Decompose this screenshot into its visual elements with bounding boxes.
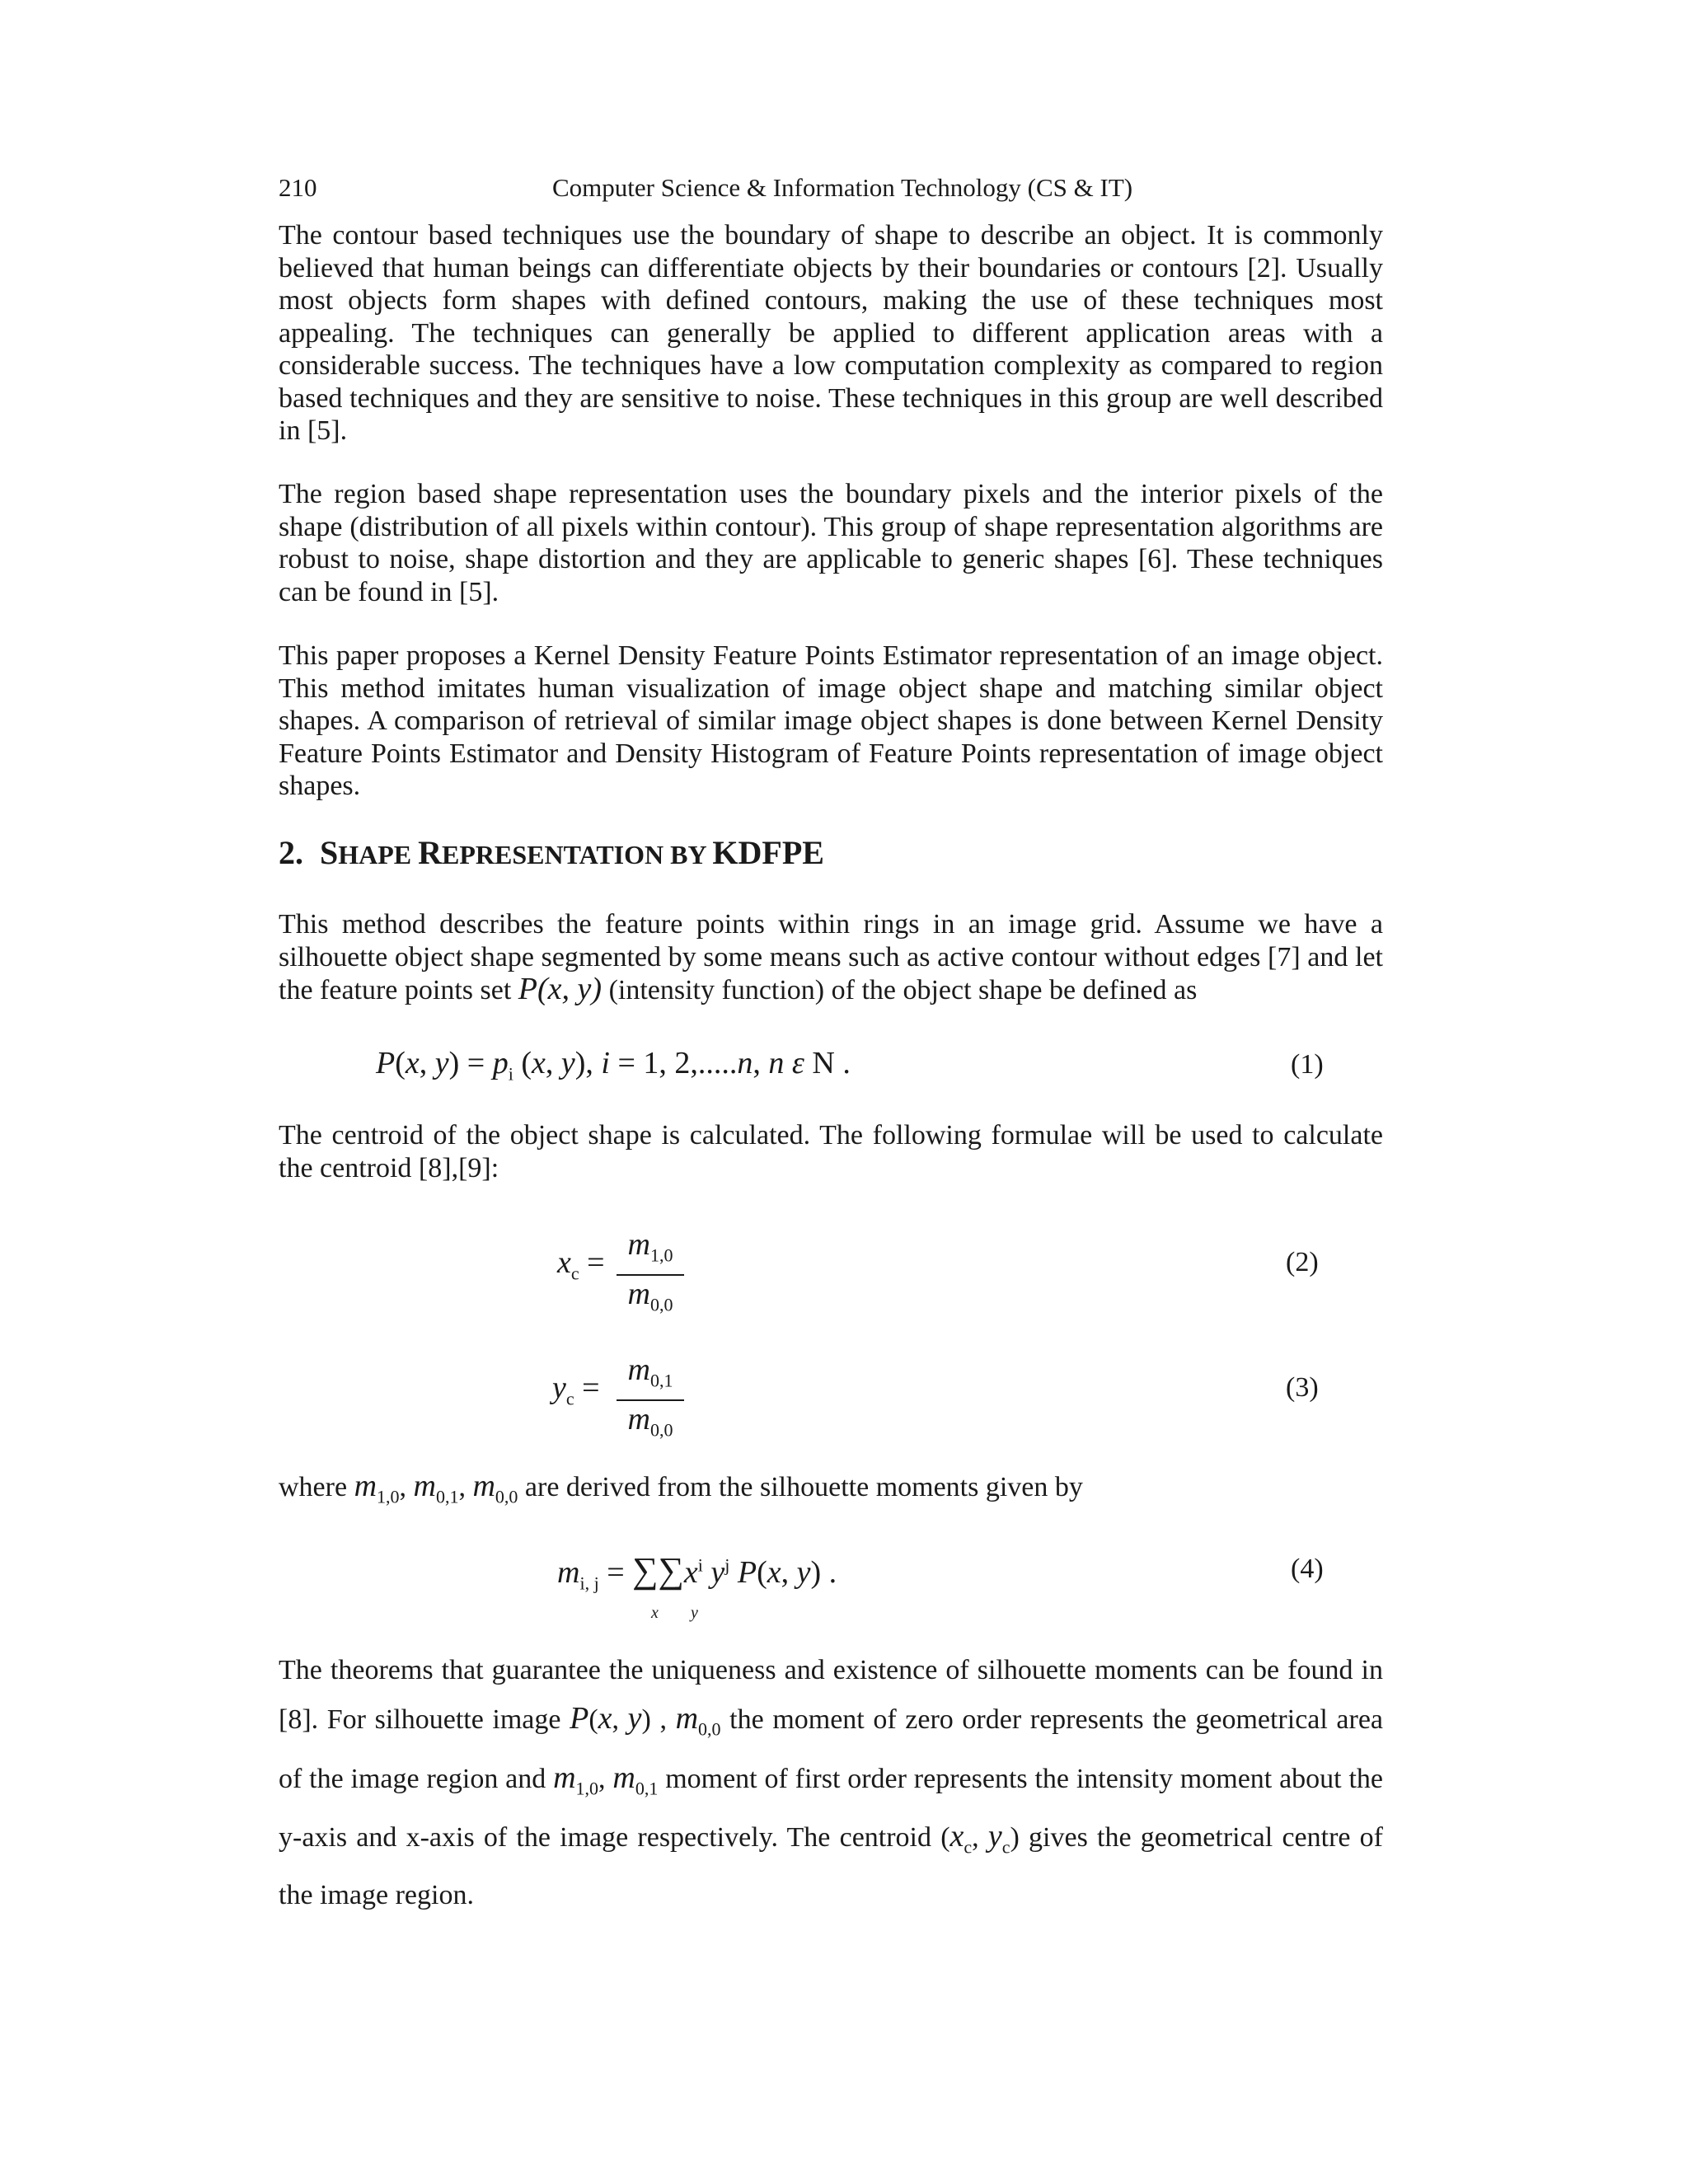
equation-4-number: (4) xyxy=(1291,1554,1324,1584)
paragraph-centroid: The centroid of the object shape is calculated. The following formulae will be used to calculate the centroid [8],[9]: xyxy=(279,1120,1383,1183)
equation-1-number: (1) xyxy=(1291,1049,1324,1080)
equation-3: $y_c$ = xyxy=(552,1371,600,1409)
equation-4: $m_{i, j} = \sum\sum x^i$ $y^j$ P(x, y) . xyxy=(557,1550,837,1594)
paragraph-proposal: This paper proposes a Kernel Density Feature Points Estimator representation of an image object. This method imitates human visualization of image object shape and matching similar object shapes. A comparison of retrieval of similar image object shapes is done between Kernel Density Feature Points Estimator and Density Histogram of Feature Points representation of image object shapes. xyxy=(279,640,1383,801)
section-heading: 2. SHAPE REPRESENTATION BY KDFPE xyxy=(279,834,824,871)
equation-2: $x_c$ = xyxy=(557,1245,605,1284)
running-title: Computer Science & Information Technology (CS & IT) xyxy=(552,173,1133,202)
paragraph-contour-techniques: The contour based techniques use the boundary of shape to describe an object. It is commonly believed that human beings can differentiate objects by their boundaries or contours [2]. Usually most objects form shapes with defined contours, making the use of these techniques most appealing. The techniques can generally be applied to different application areas with a considerable success. The techniques have a low computation complexity as compared to region based techniques and they are sensitive to noise. These techniques in this group are well described in [5]. xyxy=(279,220,1383,446)
paragraph-where: where $m_{1,0}$, $m_{0,1}$, $m_{0,0}$ are derived from the silhouette moments given by xyxy=(279,1469,1083,1507)
equation-3-fraction: $m_{0,1}$ $m_{0,0}$ xyxy=(617,1352,684,1448)
paragraph-region-techniques: The region based shape representation uses the boundary pixels and the interior pixels of the shape (distribution of all pixels within contour). This group of shape representation algorithms are robust to noise, shape distortion and they are applicable to generic shapes [6]. These techniques can be found in [5]. xyxy=(279,479,1383,607)
paragraph-method-description: This method describes the feature points within rings in an image grid. Assume we have a silhouette object shape segmented by some means such as active contour without edges [7] and let the feature points set P(x, y) (intensity function) of the object shape be defined as xyxy=(279,909,1383,1006)
equation-2-fraction: $m_{1,0}$ $m_{0,0}$ xyxy=(617,1226,684,1323)
paragraph-moments: The theorems that guarantee the uniqueness and existence of silhouette moments can be found in [8]. For silhouette image P(x, y) , $m_{0,0}$ the moment of zero order represents the geometrical area of the image region and $m_{1,0}$, $m_{0,1}$ moment of first order represents the intensity moment about the y-axis and x-axis of the image respectively. The centroid ($x_c$, $y_c$) gives the geometrical centre of the image region. xyxy=(279,1655,1384,1910)
page-number: 210 xyxy=(279,173,317,202)
equation-1: P(x, $y) = p_i$ (x, y), i = 1, 2,.....n, n ε N . xyxy=(376,1046,851,1085)
equation-2-number: (2) xyxy=(1286,1247,1319,1277)
sum-index-x: x xyxy=(651,1604,659,1622)
section-number: 2. xyxy=(279,834,303,871)
sum-index-y: y xyxy=(691,1604,698,1622)
equation-3-number: (3) xyxy=(1286,1372,1319,1403)
inline-math-pxy: P(x, y) xyxy=(518,972,603,1006)
